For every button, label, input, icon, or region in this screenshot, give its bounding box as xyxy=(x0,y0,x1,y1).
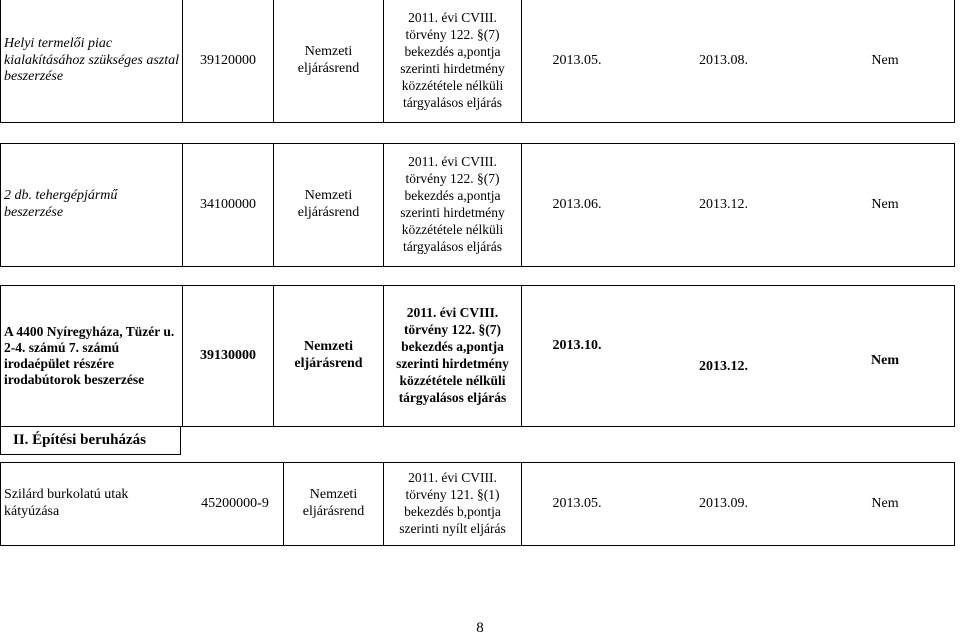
procedure-line: közzététele nélküli xyxy=(399,372,506,388)
flag-text: Nem xyxy=(871,196,899,212)
cpv-text: 39130000 xyxy=(200,347,256,363)
end-date: 2013.12. xyxy=(699,358,748,374)
end-date-cell xyxy=(632,144,815,266)
cpv-text: 34100000 xyxy=(200,196,256,212)
procedure-line: közzététele nélküli xyxy=(401,77,504,93)
procedure-type-cell xyxy=(283,463,383,545)
procedure-line: tárgyalásos eljárás xyxy=(402,238,503,254)
cpv-cell xyxy=(182,286,273,426)
procedure-line: tárgyalásos eljárás xyxy=(398,389,507,405)
section-heading xyxy=(0,427,181,455)
cpv-text: 45200000-9 xyxy=(201,495,269,511)
start-date: 2013.05. xyxy=(552,495,602,511)
procedure-line: törvény 122. §(7) xyxy=(405,27,500,43)
procedure-type-text: Nemzeti eljárásrend xyxy=(297,44,360,76)
procedure-line: bekezdés a,pontja xyxy=(404,188,501,204)
start-date: 2013.06. xyxy=(552,196,602,212)
cpv-cell xyxy=(182,144,273,266)
procedure-line: szerinti hirdetmény xyxy=(396,356,509,371)
cpv-text: 39120000 xyxy=(200,52,256,68)
procedure-line: 2011. évi CVIII. xyxy=(406,305,499,321)
cpv-cell xyxy=(182,0,273,122)
flag-cell xyxy=(815,144,955,266)
procedure-line: szerinti hirdetmény xyxy=(400,205,505,220)
subject-text: Szilárd burkolatú utak kátyúzása xyxy=(4,487,129,519)
procedure-line: bekezdés b,pontja xyxy=(404,504,501,519)
procedure-cell xyxy=(383,144,521,266)
flag-cell xyxy=(815,286,955,426)
table-row xyxy=(0,462,955,546)
end-date: 2013.09. xyxy=(699,495,748,511)
procedure-line: 2011. évi CVIII. xyxy=(408,470,497,486)
procedure-line: 2011. évi CVIII. xyxy=(408,154,497,170)
table-row xyxy=(0,285,955,427)
subject-text: A 4400 Nyíregyháza, Tüzér u. 2-4. számú 7. számú irodaépület részére irodabútorok beszerzése xyxy=(4,323,175,388)
end-date: 2013.08. xyxy=(699,52,748,68)
procedure-line: törvény 122. §(7) xyxy=(405,171,500,187)
end-date-cell xyxy=(632,0,815,122)
procedure-line: tárgyalásos eljárás xyxy=(402,94,503,110)
procedure-type-cell xyxy=(273,286,383,426)
start-date-cell xyxy=(521,286,632,426)
start-date-cell xyxy=(521,144,632,266)
table-row xyxy=(0,143,955,267)
cpv-cell xyxy=(187,463,283,545)
start-date: 2013.10. xyxy=(552,338,602,353)
procedure-line: bekezdés a,pontja xyxy=(401,339,504,355)
flag-text: Nem xyxy=(871,52,899,68)
start-date: 2013.05. xyxy=(552,52,602,68)
procedure-cell xyxy=(383,0,521,122)
procedure-line: szerinti hirdetmény xyxy=(400,61,505,76)
subject-text: Helyi termelői piac kialakításához szükséges asztal beszerzése xyxy=(4,35,179,85)
procedure-line: törvény 122. §(7) xyxy=(403,322,502,338)
subject-cell xyxy=(1,463,187,545)
end-date: 2013.12. xyxy=(699,196,748,212)
procedure-type-cell xyxy=(273,144,383,266)
start-date-cell xyxy=(521,0,632,122)
procedure-cell xyxy=(383,286,521,426)
procedure-line: törvény 121. §(1) xyxy=(405,487,500,503)
subject-cell xyxy=(1,286,182,426)
procedure-line: bekezdés a,pontja xyxy=(404,44,501,60)
procedure-type-text: Nemzeti eljárásrend xyxy=(294,339,363,371)
subject-cell xyxy=(1,0,182,122)
procedure-cell xyxy=(383,463,521,545)
subject-cell xyxy=(1,144,182,266)
section-title: II. Építési beruházás xyxy=(13,432,146,448)
end-date-cell xyxy=(632,463,815,545)
procedure-type-text: Nemzeti eljárásrend xyxy=(297,188,360,220)
subject-text: 2 db. tehergépjármű beszerzése xyxy=(4,188,118,220)
procedure-line: 2011. évi CVIII. xyxy=(408,10,497,26)
end-date-cell xyxy=(632,286,815,426)
table-row xyxy=(0,0,955,123)
page-number: 8 xyxy=(476,620,484,636)
procedure-line: közzététele nélküli xyxy=(401,221,504,237)
flag-cell xyxy=(815,463,955,545)
flag-cell xyxy=(815,0,955,122)
procedure-line: szerinti nyílt eljárás xyxy=(399,520,506,536)
flag-text: Nem xyxy=(871,495,899,511)
procedure-type-cell xyxy=(273,0,383,122)
flag-text: Nem xyxy=(871,352,899,368)
procedure-type-text: Nemzeti eljárásrend xyxy=(302,487,365,519)
start-date-cell xyxy=(521,463,632,545)
